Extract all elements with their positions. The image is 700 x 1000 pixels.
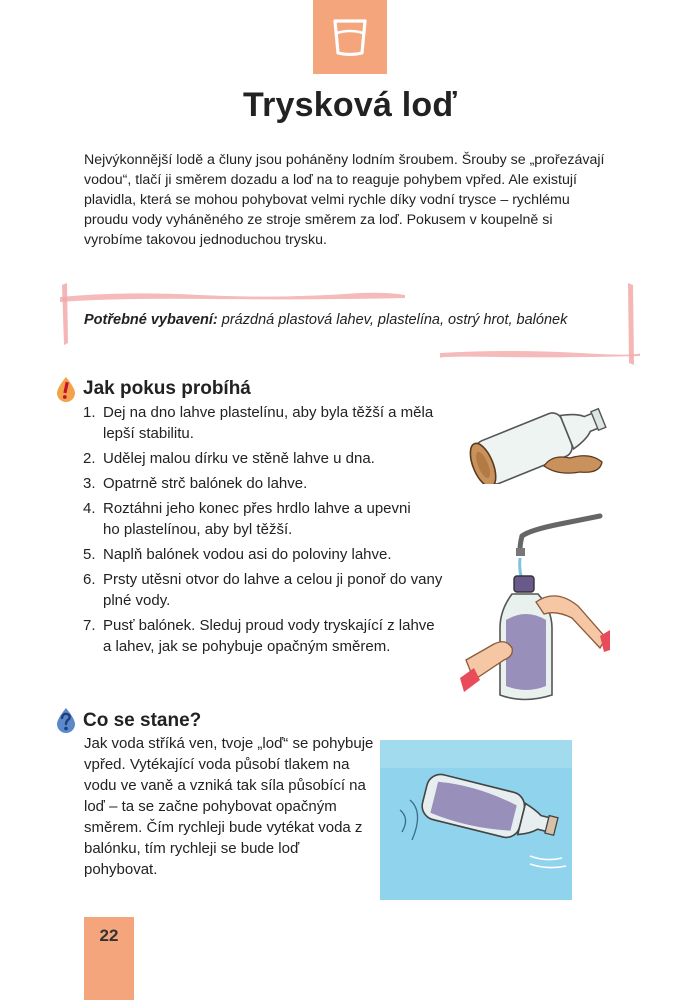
bottle-with-plasticine-illustration xyxy=(462,392,612,484)
question-drop-icon xyxy=(55,707,77,733)
exclamation-drop-icon xyxy=(55,376,77,402)
page-number-tab xyxy=(84,917,134,1000)
header-tab xyxy=(313,0,387,74)
list-item: 7. Pusť balónek. Sleduj proud vody tryskající z lahve a lahev, jak se pohybuje opačným směrem. xyxy=(83,617,435,655)
list-item: 3. Opatrně strč balónek do lahve. xyxy=(83,475,308,492)
list-item: 5. Naplň balónek vodou asi do poloviny lahve. xyxy=(83,546,392,563)
list-item: 4. Roztáhni jeho konec přes hrdlo lahve a upevni ho plastelínou, aby byl těžší. xyxy=(83,500,411,538)
filling-bottle-illustration xyxy=(460,510,610,710)
intro-paragraph: Nejvýkonnější lodě a čluny jsou poháněny lodním šroubem. Šrouby se „prořezávají vodou“, tlačí ji směrem dozadu a loď na to reaguje pohybem vpřed. Ale existují plavidla, která se mohou pohybovat velmi rychle díky vodní trysce – rychlému proudu vody vyháněného ze stroje směrem za loď. Pokusem v koupelně si vyrobíme takovou jednoduchou trysku. xyxy=(84,152,605,248)
glass-of-water-icon xyxy=(332,17,368,57)
procedure-steps xyxy=(83,402,453,661)
equipment-items: prázdná plastová lahev, plastelína, ostrý hrot, balónek xyxy=(217,312,568,328)
procedure-heading: Jak pokus probíhá xyxy=(83,378,251,399)
equipment-text xyxy=(84,310,604,331)
list-item: 2. Udělej malou dírku ve stěně lahve u dna. xyxy=(83,450,375,467)
result-paragraph: Jak voda stříká ven, tvoje „loď“ se pohybuje vpřed. Vytékající voda působí tlakem na vodu ve vaně a vzniká tak síla působící na loď – ta se začne pohybovat opačným směrem. Čím rychleji bude vytékat voda z balónku, tím rychleji se bude loď pohybovat. xyxy=(84,735,374,878)
equipment-label: Potřebné vybavení: xyxy=(84,312,218,328)
list-item: 1. Dej na dno lahve plastelínu, aby byla těžší a měla lepší stabilitu. xyxy=(83,404,434,442)
page-title: Trysková loď xyxy=(243,86,457,124)
result-heading: Co se stane? xyxy=(83,710,202,731)
bottle-in-water-illustration xyxy=(380,740,572,900)
list-item: 6. Prsty utěsni otvor do lahve a celou ji ponoř do vany plné vody. xyxy=(83,571,443,609)
page-number: 22 xyxy=(99,926,119,945)
